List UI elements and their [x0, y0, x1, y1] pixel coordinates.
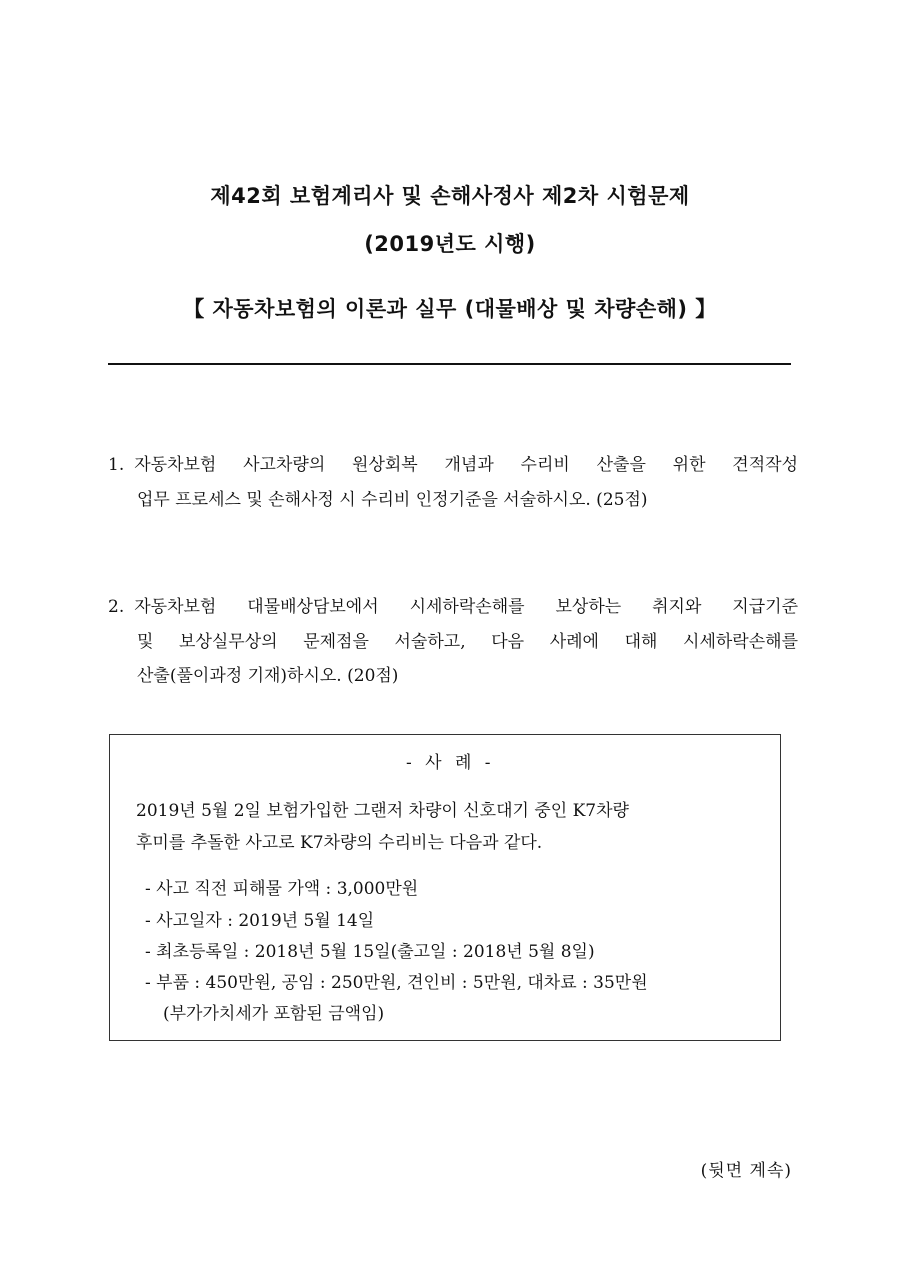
question-2-line-1 [108, 592, 798, 617]
case-intro-line-2: 후미를 추돌한 사고로 K7차량의 수리비는 다음과 같다. [136, 833, 543, 853]
question-1-text-1: 자동차보험 사고차량의 원상회복 개념과 수리비 산출을 위한 견적작성 [134, 455, 798, 475]
case-item-1: - 사고 직전 피해물 가액 : 3,000만원 [145, 879, 419, 899]
case-title: - 사 례 - [406, 753, 495, 773]
question-2-text-1: 자동차보험 대물배상담보에서 시세하락손해를 보상하는 취지와 지급기준 [134, 597, 798, 617]
case-item-3: - 최초등록일 : 2018년 5월 15일(출고일 : 2018년 5월 8일) [145, 942, 595, 962]
exam-year: (2019년도 시행) [364, 232, 536, 256]
continued-note: (뒷면 계속) [700, 1161, 792, 1181]
case-intro-line-1: 2019년 5월 2일 보험가입한 그랜저 차량이 신호대기 중인 K7차량 [136, 801, 629, 821]
header-divider [108, 363, 791, 365]
case-item-note: (부가가치세가 포함된 금액임) [163, 1004, 385, 1024]
question-1-line-1 [108, 450, 798, 475]
question-2-text-3: 산출(풀이과정 기재)하시오. (20점) [137, 666, 399, 686]
question-2-text-2: 및 보상실무상의 문제점을 서술하고, 다음 사례에 대해 시세하락손해를 [137, 632, 798, 652]
exam-title: 제42회 보험계리사 및 손해사정사 제2차 시험문제 [210, 184, 690, 208]
question-1-number: 1. [108, 455, 125, 475]
question-1-text-2: 업무 프로세스 및 손해사정 시 수리비 인정기준을 서술하시오. (25점) [137, 490, 648, 510]
question-2-number: 2. [108, 597, 125, 617]
case-item-4: - 부품 : 450만원, 공임 : 250만원, 견인비 : 5만원, 대차료 : 35만원 [145, 973, 648, 993]
exam-subject: 【 자동차보험의 이론과 실무 (대물배상 및 차량손해) 】 [183, 297, 717, 321]
case-item-2: - 사고일자 : 2019년 5월 14일 [145, 911, 375, 931]
